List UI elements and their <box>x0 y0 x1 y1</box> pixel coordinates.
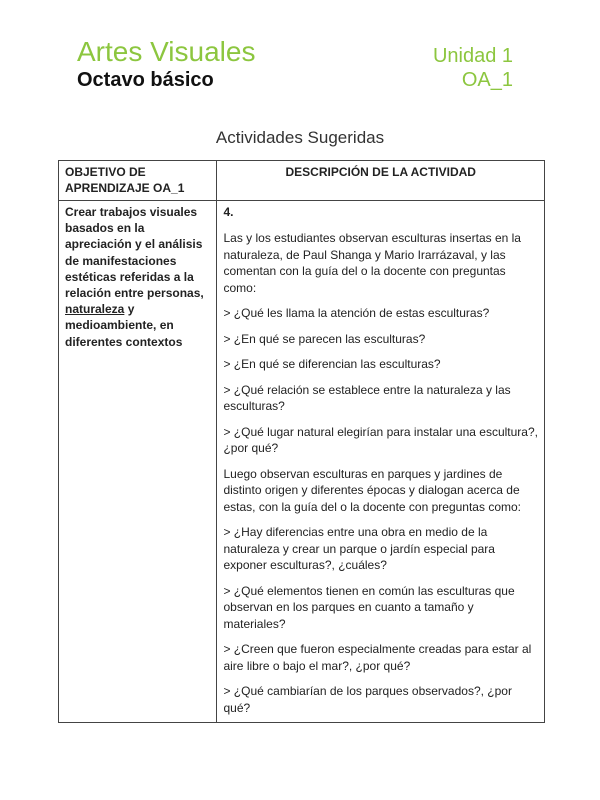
activity-paragraph: Las y los estudiantes observan esculturas insertas en la naturaleza, de Paul Shanga y Mario Irarrázaval, y las comentan con la guía del o la docente con preguntas como: <box>223 231 521 295</box>
description-cell <box>217 201 545 723</box>
activity-number: 4. <box>223 205 234 219</box>
objective-underlined-word: naturaleza <box>65 302 125 317</box>
section-title: Actividades Sugeridas <box>215 128 385 147</box>
activity-table <box>58 160 545 723</box>
unit-label: Unidad 1 <box>432 45 513 67</box>
objective-column-header: OBJETIVO DE APRENDIZAJE OA_1 <box>59 161 217 201</box>
question-item: > ¿Qué elementos tienen en común las esculturas que observan en los parques en cuanto a tamaño y materiales? <box>223 583 515 631</box>
question-item: > ¿Qué relación se establece entre la naturaleza y las esculturas? <box>223 382 511 413</box>
question-item: > ¿Qué lugar natural elegirían para instalar una escultura?, ¿por qué? <box>223 424 538 455</box>
table-row <box>59 201 545 723</box>
description-column-header: DESCRIPCIÓN DE LA ACTIVIDAD <box>217 161 545 201</box>
question-item: > ¿En qué se parecen las esculturas? <box>223 331 426 346</box>
table-header-row <box>59 161 545 201</box>
objective-text-end: y medioambiente, en diferentes contextos <box>65 302 183 349</box>
objective-cell <box>59 201 217 723</box>
question-item: > ¿En qué se diferencian las esculturas? <box>223 357 441 371</box>
learning-objective-code: OA_1 <box>461 69 513 91</box>
objective-text-start: Crear trabajos visuales basados en la apreciación y el análisis de manifestaciones estéticas referidas a la relación entre personas, <box>65 205 204 301</box>
question-item: > ¿Qué les llama la atención de estas esculturas? <box>223 306 490 320</box>
question-item: > ¿Hay diferencias entre una obra en medio de la naturaleza y crear un parque o jardín especial para exponer esculturas?, ¿cuáles? <box>223 525 495 572</box>
activity-paragraph: Luego observan esculturas en parques y jardines de distinto origen y diferentes épocas y dialogan acerca de estas, con la guía del o la docente con preguntas como: <box>223 466 521 514</box>
question-item: > ¿Qué cambiarían de los parques observados?, ¿por qué? <box>223 684 512 715</box>
document-title: Artes Visuales <box>77 36 256 67</box>
grade-label: Octavo básico <box>77 69 214 91</box>
question-item: > ¿Creen que fueron especialmente creadas para estar al aire libre o bajo el mar?, ¿por qué? <box>223 642 532 673</box>
objective-text <box>65 204 210 350</box>
